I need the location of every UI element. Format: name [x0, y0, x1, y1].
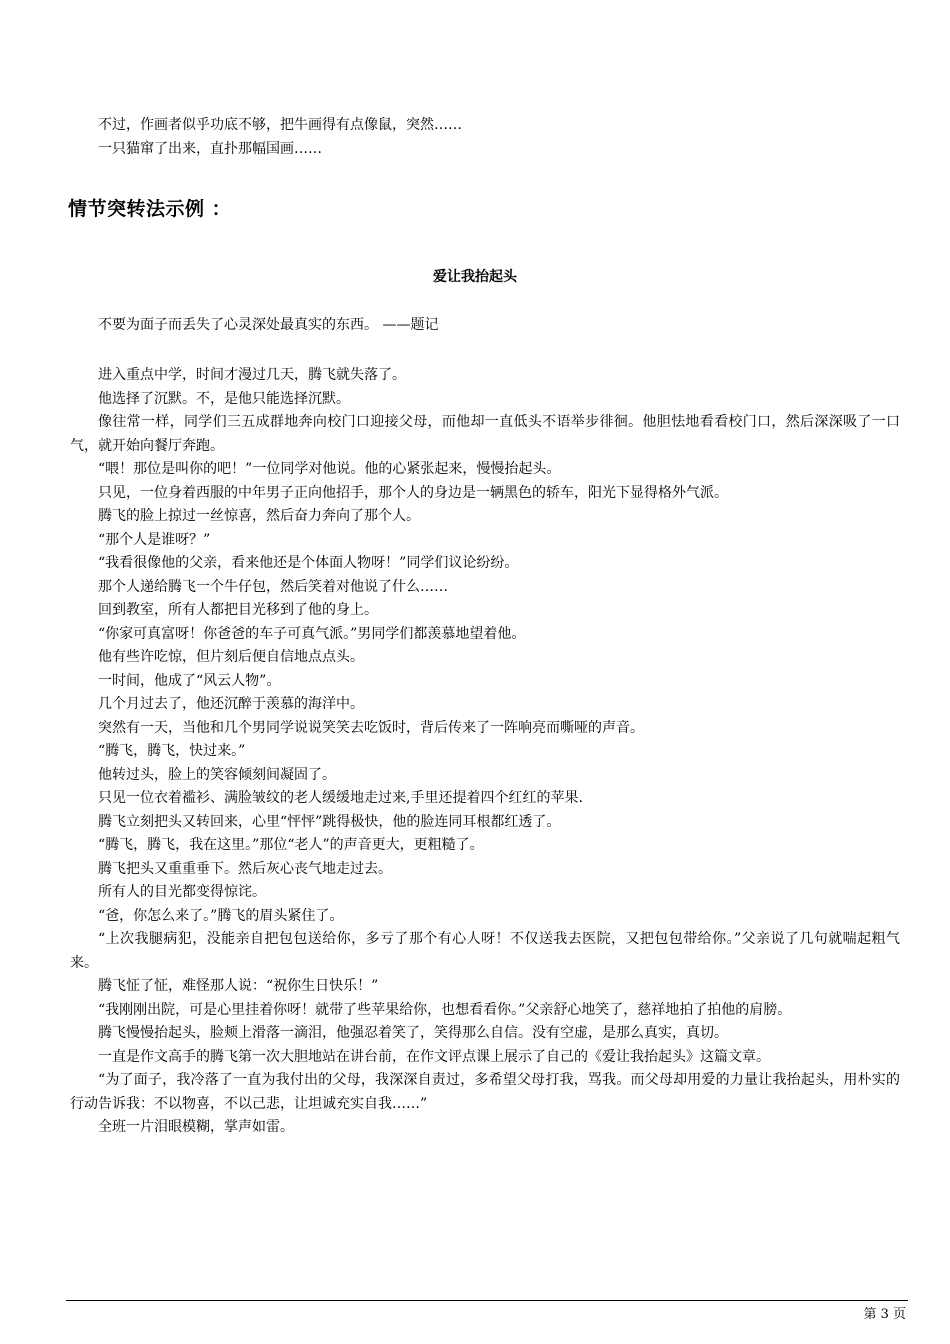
story-paragraph: “我刚刚出院，可是心里挂着你呀！就带了些苹果给你，也想看看你。”父亲舒心地笑了，慈祥地拍了拍他的肩膀。	[98, 1001, 792, 1018]
intro-text	[70, 114, 900, 161]
story-paragraph: “我看很像他的父亲，看来他还是个体面人物呀！”同学们议论纷纷。	[98, 555, 519, 571]
story-paragraph: “上次我腿病犯，没能亲自把包包送给你，多亏了那个有心人呀！不仅送我去医院，又把包包带给你。”父亲说了几句就喘起粗气来。	[70, 931, 900, 971]
story-paragraph: 像往常一样，同学们三五成群地奔向校门口迎接父母，而他却一直低头不语举步徘徊。他胆怯地看看校门口，然后深深吸了一口气，就开始向餐厅奔跑。	[70, 414, 900, 454]
epigraph-text: 不要为面子而丢失了心灵深处最真实的东西。 ——题记	[98, 317, 439, 333]
page-number: 第 3 页	[863, 1307, 906, 1322]
epigraph	[70, 314, 900, 338]
story-title: 爱让我抬起头	[433, 269, 517, 285]
story-paragraph: 他有些许吃惊，但片刻后便自信地点点头。	[98, 649, 364, 665]
story-paragraph: 他选择了沉默。不，是他只能选择沉默。	[98, 390, 350, 407]
story-paragraph: “那个人是谁呀？”	[98, 531, 211, 548]
story-paragraph: “爸，你怎么来了。”腾飞的眉头紧住了。	[98, 907, 344, 924]
story-paragraph: 只见一位衣着褴衫、满脸皱纹的老人缓缓地走过来,手里还提着四个红红的苹果.	[98, 790, 583, 806]
story-paragraph: 几个月过去了，他还沉醉于羡慕的海洋中。	[98, 696, 364, 712]
footer-divider	[66, 1300, 908, 1301]
section-heading: 情节突转法示例 ：	[68, 198, 232, 220]
story-paragraph: 只见，一位身着西服的中年男子正向他招手，那个人的身边是一辆黑色的轿车，阳光下显得格外气派。	[98, 484, 728, 501]
story-paragraph: “腾飞，腾飞，快过来。”	[98, 743, 246, 759]
story-paragraph: 腾飞的脸上掠过一丝惊喜，然后奋力奔向了那个人。	[98, 508, 420, 524]
story-paragraph: 那个人递给腾飞一个牛仔包，然后笑着对他说了什么……	[98, 578, 448, 595]
story-paragraph: “你家可真富呀！你爸爸的车子可真气派。”男同学们都羡慕地望着他。	[98, 625, 526, 642]
story-paragraph: “腾飞，腾飞，我在这里。”那位“老人”的声音更大，更粗糙了。	[98, 837, 484, 853]
story-paragraph: “为了面子，我冷落了一直为我付出的父母，我深深自责过，多希望父母打我，骂我。而父母却用爱的力量让我抬起头，用朴实的行动告诉我：不以物喜，不以己悲，让坦诚充实自我……”	[70, 1072, 900, 1112]
story-paragraph: 腾飞慢慢抬起头，脸颊上滑落一滴泪，他强忍着笑了，笑得那么自信。没有空虚，是那么真实，真切。	[98, 1025, 728, 1041]
story-paragraph: 回到教室，所有人都把目光移到了他的身上。	[98, 602, 378, 618]
story-paragraph: 一直是作文高手的腾飞第一次大胆地站在讲台前，在作文评点课上展示了自己的《爱让我抬起头》这篇文章。	[98, 1048, 770, 1065]
story-paragraph: 他转过头，脸上的笑容倾刻间凝固了。	[98, 766, 336, 783]
story-paragraph: 突然有一天，当他和几个男同学说说笑笑去吃饭时，背后传来了一阵响亮而嘶哑的声音。	[98, 719, 644, 736]
story-paragraph: “喂！那位是叫你的吧！”一位同学对他说。他的心紧张起来，慢慢抬起头。	[98, 461, 561, 477]
story-paragraph: 进入重点中学，时间才漫过几天，腾飞就失落了。	[98, 367, 406, 383]
story-body	[70, 364, 900, 1140]
story-paragraph: 腾飞怔了怔，难怪那人说：“祝你生日快乐！”	[98, 978, 379, 994]
story-paragraph: 腾飞把头又重重垂下。然后灰心丧气地走过去。	[98, 860, 392, 877]
intro-paragraph: 一只猫窜了出来，直扑那幅国画……	[98, 140, 322, 157]
story-paragraph: 所有人的目光都变得惊诧。	[98, 884, 266, 900]
story-paragraph: 全班一片泪眼模糊，掌声如雷。	[98, 1119, 294, 1135]
story-paragraph: 一时间，他成了“风云人物”。	[98, 672, 281, 689]
story-paragraph: 腾飞立刻把头又转回来，心里“怦怦”跳得极快，他的脸连同耳根都红透了。	[98, 813, 561, 830]
intro-paragraph: 不过，作画者似乎功底不够，把牛画得有点像鼠，突然……	[98, 117, 462, 133]
